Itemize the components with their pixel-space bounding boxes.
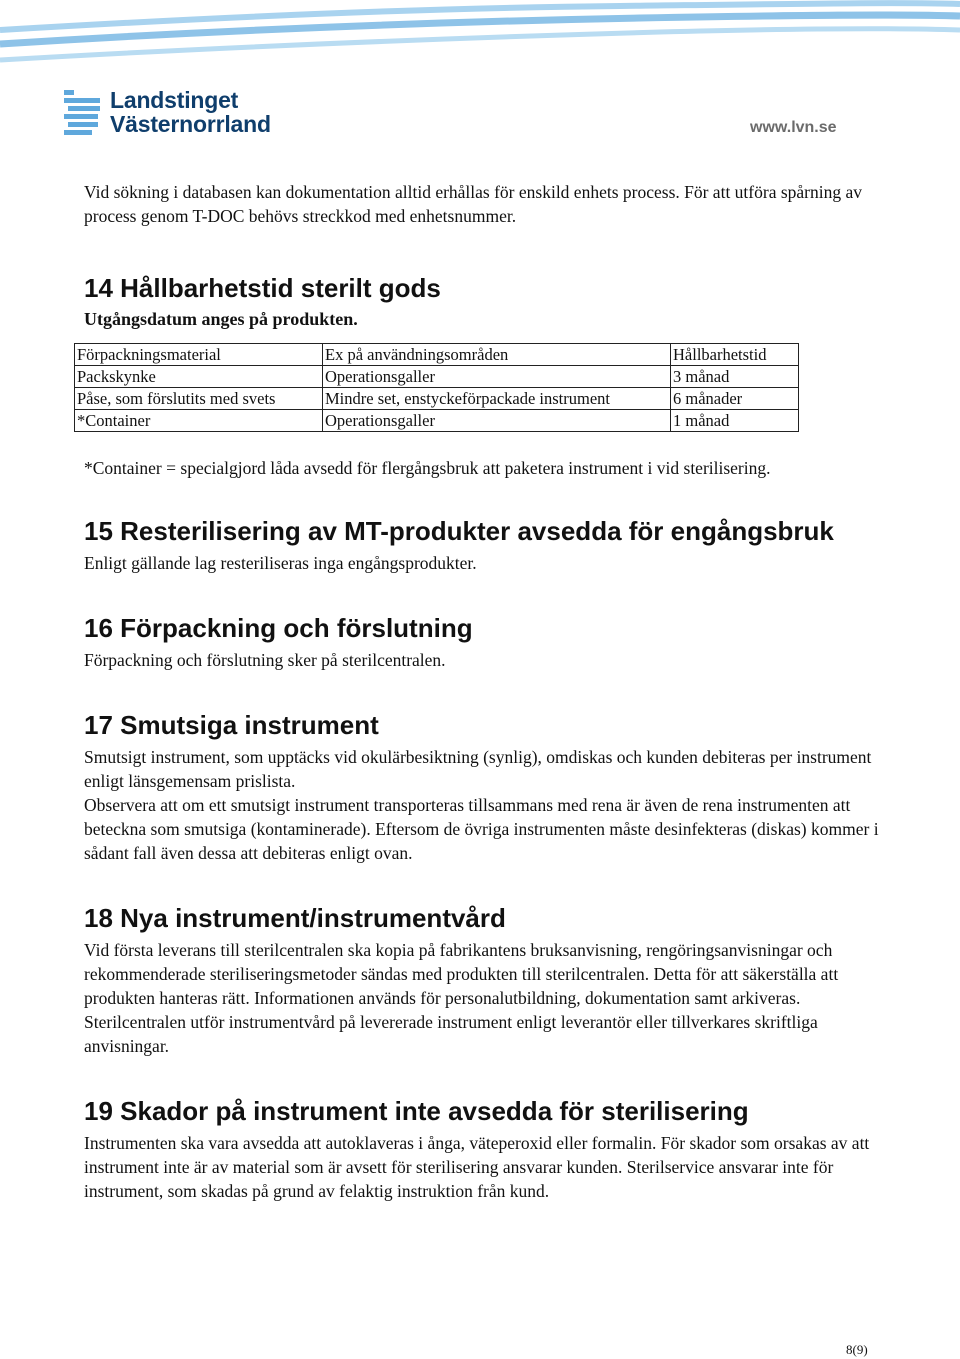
table-cell: Packskynke [75,366,323,388]
table-row [75,366,799,388]
document-body [77,180,904,1203]
table-header-row [75,344,799,366]
org-name-line2: Västernorrland [110,111,271,137]
table-cell: *Container [75,410,323,432]
section-18-heading: 18 Nya instrument/instrumentvård [84,903,506,933]
section-14-heading: 14 Hållbarhetstid sterilt gods [84,273,441,303]
page-number: 8(9) [846,1342,868,1357]
table-cell: Operationsgaller [323,366,671,388]
shelf-life-table [74,343,799,432]
section-17-body-2: Observera att om ett smutsigt instrument transporteras tillsammans med rena är även de rena instrumenten att beteckna som smutsiga (kontaminerade). Eftersom de övriga instrumenten måste desinfekteras (diskas) kommer i sådant fall även dessa att debiteras enligt ovan. [84,795,879,863]
table-cell: Operationsgaller [323,410,671,432]
section-17-heading: 17 Smutsiga instrument [84,710,379,740]
section-19-body: Instrumenten ska vara avsedda att autoklaveras i ånga, väteperoxid eller formalin. För skador som orsakas av att instrument inte är av material som är avsett för sterilisering ansvarar kunden. Sterilservice ansvarar inte för instrument, som skadas på grund av felaktig instruktion från kund. [84,1133,870,1201]
website-link[interactable]: www.lvn.se [750,119,837,136]
section-16-body: Förpackning och förslutning sker på sterilcentralen. [84,650,446,670]
section-19-heading: 19 Skador på instrument inte avsedda för sterilisering [84,1096,749,1126]
organization-logo [62,88,302,140]
container-footnote: *Container = specialgjord låda avsedd för flergångsbruk att paketera instrument i vid sterilisering. [84,458,771,478]
section-18-body: Vid första leverans till sterilcentralen ska kopia på fabrikantens bruksanvisning, rengöringsanvisningar och rekommenderade steriliseringsmetoder sändas med produkten till sterilcentralen. Detta för att säkerställa att produkten hanteras rätt. Informationen används för personalutbildning, dokumentation samt arkiveras. Sterilcentralen utför instrumentvård på levererade instrument enligt leverantör eller tillverkares skriftliga anvisningar. [84,940,839,1056]
intro-paragraph: Vid sökning i databasen kan dokumentation alltid erhållas för enskild enhets process. För att utföra spårning av process genom T-DOC behövs streckkod med enhetsnummer. [84,182,862,226]
org-name-line1: Landstinget [110,87,239,113]
landstinget-logo-icon [62,88,102,138]
table-header-cell: Hållbarhetstid [671,344,799,366]
table-cell: 6 månader [671,388,799,410]
table-cell: Påse, som förslutits med svets [75,388,323,410]
table-cell: 3 månad [671,366,799,388]
section-14-subheading: Utgångsdatum anges på produkten. [84,309,358,329]
table-cell: 1 månad [671,410,799,432]
header-wave-decoration [0,0,960,80]
section-15-heading: 15 Resterilisering av MT-produkter avsedda för engångsbruk [84,516,834,546]
table-header-cell: Ex på användningsområden [323,344,671,366]
section-16-heading: 16 Förpackning och förslutning [84,613,473,643]
section-17-body-1: Smutsigt instrument, som upptäcks vid okulärbesiktning (synlig), omdiskas och kunden debiteras per instrument enligt länsgemensam prislista. [84,747,872,791]
table-row [75,410,799,432]
table-cell: Mindre set, enstyckeförpackade instrument [323,388,671,410]
table-header-cell: Förpackningsmaterial [75,344,323,366]
section-15-body: Enligt gällande lag resteriliseras inga engångsprodukter. [84,553,477,573]
table-row [75,388,799,410]
